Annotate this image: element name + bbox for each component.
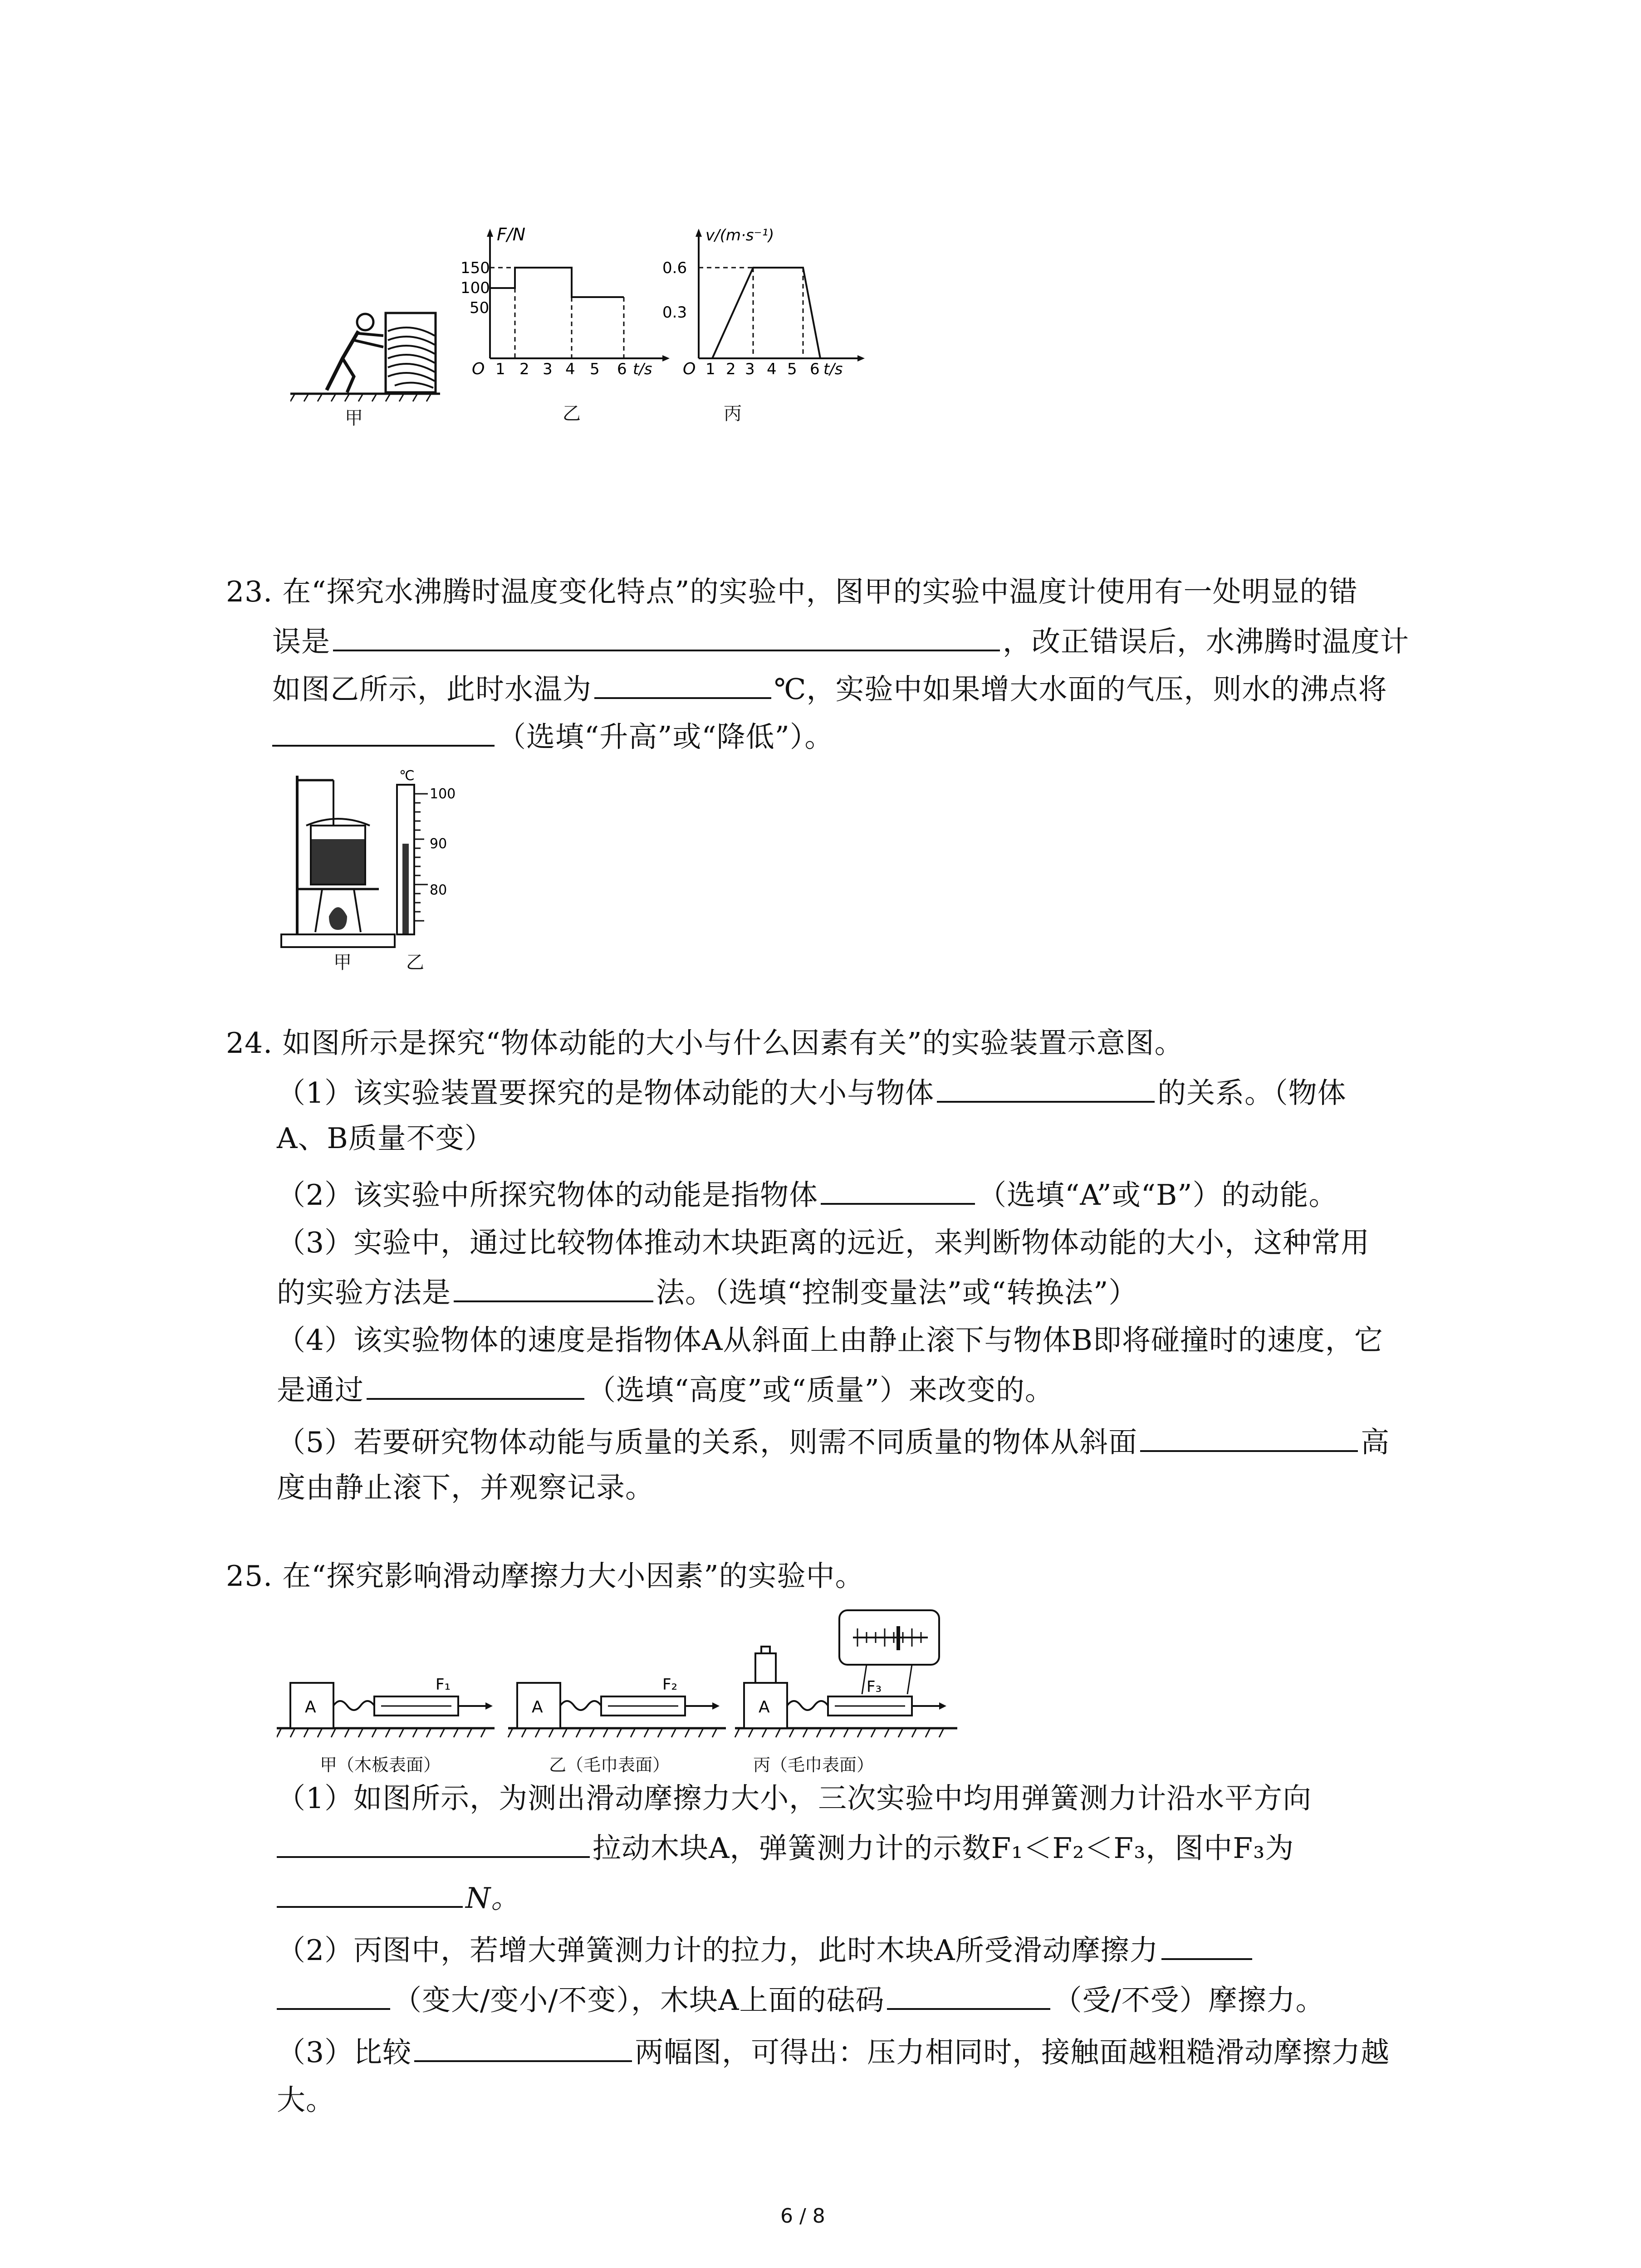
f-tick-150: 150 <box>460 259 490 277</box>
q24-text-9b: 高 <box>1361 1426 1390 1459</box>
f-tick-50: 50 <box>470 299 490 317</box>
q24-blank-3[interactable] <box>454 1272 653 1302</box>
q25-text-6a: （变大/变小/不变），木块A上面的砝码 <box>393 1984 885 2017</box>
q25-text-3: 拉动木块A，弹簧测力计的示数F₁＜F₂＜F₃，图中F₃为 <box>593 1832 1294 1865</box>
q23-blank-boiling[interactable] <box>272 717 495 747</box>
q25-figure <box>277 1601 966 1778</box>
q25-blank-3a[interactable] <box>1161 1930 1252 1960</box>
thermometer-tick-100: 100 <box>430 786 456 802</box>
thermometer-tick-90: 90 <box>430 836 447 852</box>
q24-text-2a: （1）该实验装置要探究的是物体动能的大小与物体 <box>277 1076 935 1110</box>
q24-text-4b: （选填“A”或“B”）的动能。 <box>978 1178 1338 1212</box>
q23-blank-error[interactable] <box>333 621 1000 651</box>
q25-caption-1: 甲（木板表面） <box>320 1755 441 1775</box>
q24-line-7: （4）该实验物体的速度是指物体A从斜面上由静止滚下与物体B即将碰撞时的速度，它 <box>277 1324 1383 1357</box>
q24-text-2b: 的关系。（物体 <box>1157 1076 1347 1110</box>
q23-caption-jia: 甲 <box>333 952 352 973</box>
v-xaxis-label: t/s <box>823 360 843 376</box>
q25-blank-2[interactable] <box>277 1878 463 1908</box>
thermometer-illustration <box>392 767 474 948</box>
f-xtick-3: 3 <box>543 360 553 376</box>
q24-line-1: 24. 如图所示是探究“物体动能的大小与什么因素有关”的实验装置示意图。 <box>226 1026 1184 1060</box>
q25-line-2: （1）如图所示，为测出滑动摩擦力大小，三次实验中均用弹簧测力计沿水平方向 <box>277 1782 1312 1815</box>
v-xtick-3: 3 <box>745 360 755 376</box>
q25-line-7 <box>277 2032 1390 2071</box>
block-a-3: A <box>759 1698 770 1716</box>
q24-text-6a: 的实验方法是 <box>277 1276 451 1309</box>
q25-blank-4[interactable] <box>887 1980 1050 2010</box>
q23-line-4 <box>272 717 833 755</box>
q24-blank-5[interactable] <box>1140 1422 1358 1452</box>
q24-line-8 <box>277 1370 1054 1408</box>
q23-line-1: 23. 在“探究水沸腾时温度变化特点”的实验中，图甲的实验中温度计使用有一处明显的错 <box>226 575 1358 608</box>
boiling-apparatus-illustration <box>279 767 397 957</box>
v-tick-0.3: 0.3 <box>662 303 687 322</box>
page-number: 6 / 8 <box>780 2204 825 2228</box>
q25-line-3 <box>277 1828 1294 1867</box>
f-xtick-2: 2 <box>519 360 529 376</box>
q23-figure <box>279 767 474 971</box>
v-xtick-6: 6 <box>810 360 820 376</box>
caption-bing: 丙 <box>724 403 742 424</box>
force-time-graph <box>458 222 671 376</box>
f-axis-label: F/N <box>497 225 526 244</box>
q23-caption-yi: 乙 <box>406 952 424 973</box>
f-xtick-1: 1 <box>495 360 505 376</box>
q25-line-5 <box>277 1930 1255 1969</box>
force-label-f3: F₃ <box>867 1678 882 1696</box>
q23-line-2 <box>272 621 1409 660</box>
q25-blank-1[interactable] <box>277 1828 590 1858</box>
q23-text-3a: 如图乙所示，此时水温为 <box>272 673 592 706</box>
q23-blank-temp[interactable] <box>594 669 771 699</box>
q25-line-1: 25. 在“探究影响滑动摩擦力大小因素”的实验中。 <box>226 1559 864 1593</box>
v-xtick-1: 1 <box>705 360 715 376</box>
q25-line-8: 大。 <box>277 2083 335 2116</box>
q24-text-4a: （2）该实验中所探究物体的动能是指物体 <box>277 1178 818 1212</box>
v-axis-label: v/(m·s⁻¹) <box>705 226 774 244</box>
caption-jia: 甲 <box>345 408 363 429</box>
f-xaxis-label: t/s <box>633 360 652 376</box>
f-xtick-6: 6 <box>617 360 627 376</box>
block-a-1: A <box>305 1698 316 1716</box>
q25-line-6 <box>277 1980 1325 2019</box>
q24-text-8a: 是通过 <box>277 1374 364 1407</box>
q25-caption-3: 丙（毛巾表面） <box>753 1755 874 1775</box>
q23-line-3 <box>272 669 1387 708</box>
q24-text-9a: （5）若要研究物体动能与质量的关系，则需不同质量的物体从斜面 <box>277 1426 1138 1459</box>
q25-text-6b: （受/不受）摩擦力。 <box>1053 1984 1325 2017</box>
q25-caption-2: 乙（毛巾表面） <box>549 1755 670 1775</box>
q24-blank-2[interactable] <box>821 1175 975 1205</box>
q24-line-5: （3）实验中，通过比较物体推动木块距离的远近，来判断物体动能的大小，这种常用 <box>277 1226 1370 1259</box>
q24-blank-1[interactable] <box>937 1073 1155 1103</box>
v-xtick-2: 2 <box>726 360 736 376</box>
block-a-2: A <box>532 1698 543 1716</box>
v-tick-0.6: 0.6 <box>662 259 687 277</box>
q25-blank-5[interactable] <box>414 2032 632 2062</box>
f-tick-100: 100 <box>460 279 490 297</box>
thermometer-unit: ℃ <box>399 768 415 784</box>
q23-text-3b: ℃，实验中如果增大水面的气压，则水的沸点将 <box>774 673 1387 706</box>
force-label-f2: F₂ <box>662 1676 678 1694</box>
caption-yi: 乙 <box>563 403 581 424</box>
f-xtick-5: 5 <box>590 360 600 376</box>
q24-line-3: A、B质量不变） <box>277 1122 494 1155</box>
q25-text-4: N。 <box>465 1882 520 1915</box>
q25-line-4 <box>277 1878 520 1916</box>
q24-line-6 <box>277 1272 1137 1311</box>
force-label-f1: F₁ <box>436 1676 451 1694</box>
q23-text-4: （选填“升高”或“降低”）。 <box>497 720 834 753</box>
q24-line-4 <box>277 1175 1337 1213</box>
q24-line-2 <box>277 1073 1347 1111</box>
q24-blank-4[interactable] <box>367 1370 584 1400</box>
q25-blank-3b[interactable] <box>277 1980 390 2010</box>
q25-text-7b: 两幅图，可得出：压力相同时，接触面越粗糙滑动摩擦力越 <box>635 2036 1390 2069</box>
person-pushing-box-illustration <box>290 304 445 404</box>
q24-text-6b: 法。（选填“控制变量法”或“转换法”） <box>656 1276 1138 1309</box>
top-figure <box>281 222 871 431</box>
q24-line-9 <box>277 1422 1390 1461</box>
velocity-time-graph <box>649 222 871 376</box>
thermometer-tick-80: 80 <box>430 882 447 898</box>
v-origin: O <box>683 360 696 376</box>
friction-experiment-illustration <box>277 1601 966 1751</box>
q23-text-2a: 误是 <box>272 625 330 658</box>
f-origin: O <box>472 360 485 376</box>
f-xtick-4: 4 <box>565 360 575 376</box>
q23-text-2b: ，改正错误后，水沸腾时温度计 <box>1003 625 1409 658</box>
q25-text-5: （2）丙图中，若增大弹簧测力计的拉力，此时木块A所受滑动摩擦力 <box>277 1934 1159 1967</box>
q24-text-8b: （选填“高度”或“质量”）来改变的。 <box>587 1374 1054 1407</box>
q25-text-7a: （3）比较 <box>277 2036 412 2069</box>
v-xtick-5: 5 <box>787 360 797 376</box>
q24-line-10: 度由静止滚下，并观察记录。 <box>277 1471 654 1504</box>
v-xtick-4: 4 <box>767 360 777 376</box>
